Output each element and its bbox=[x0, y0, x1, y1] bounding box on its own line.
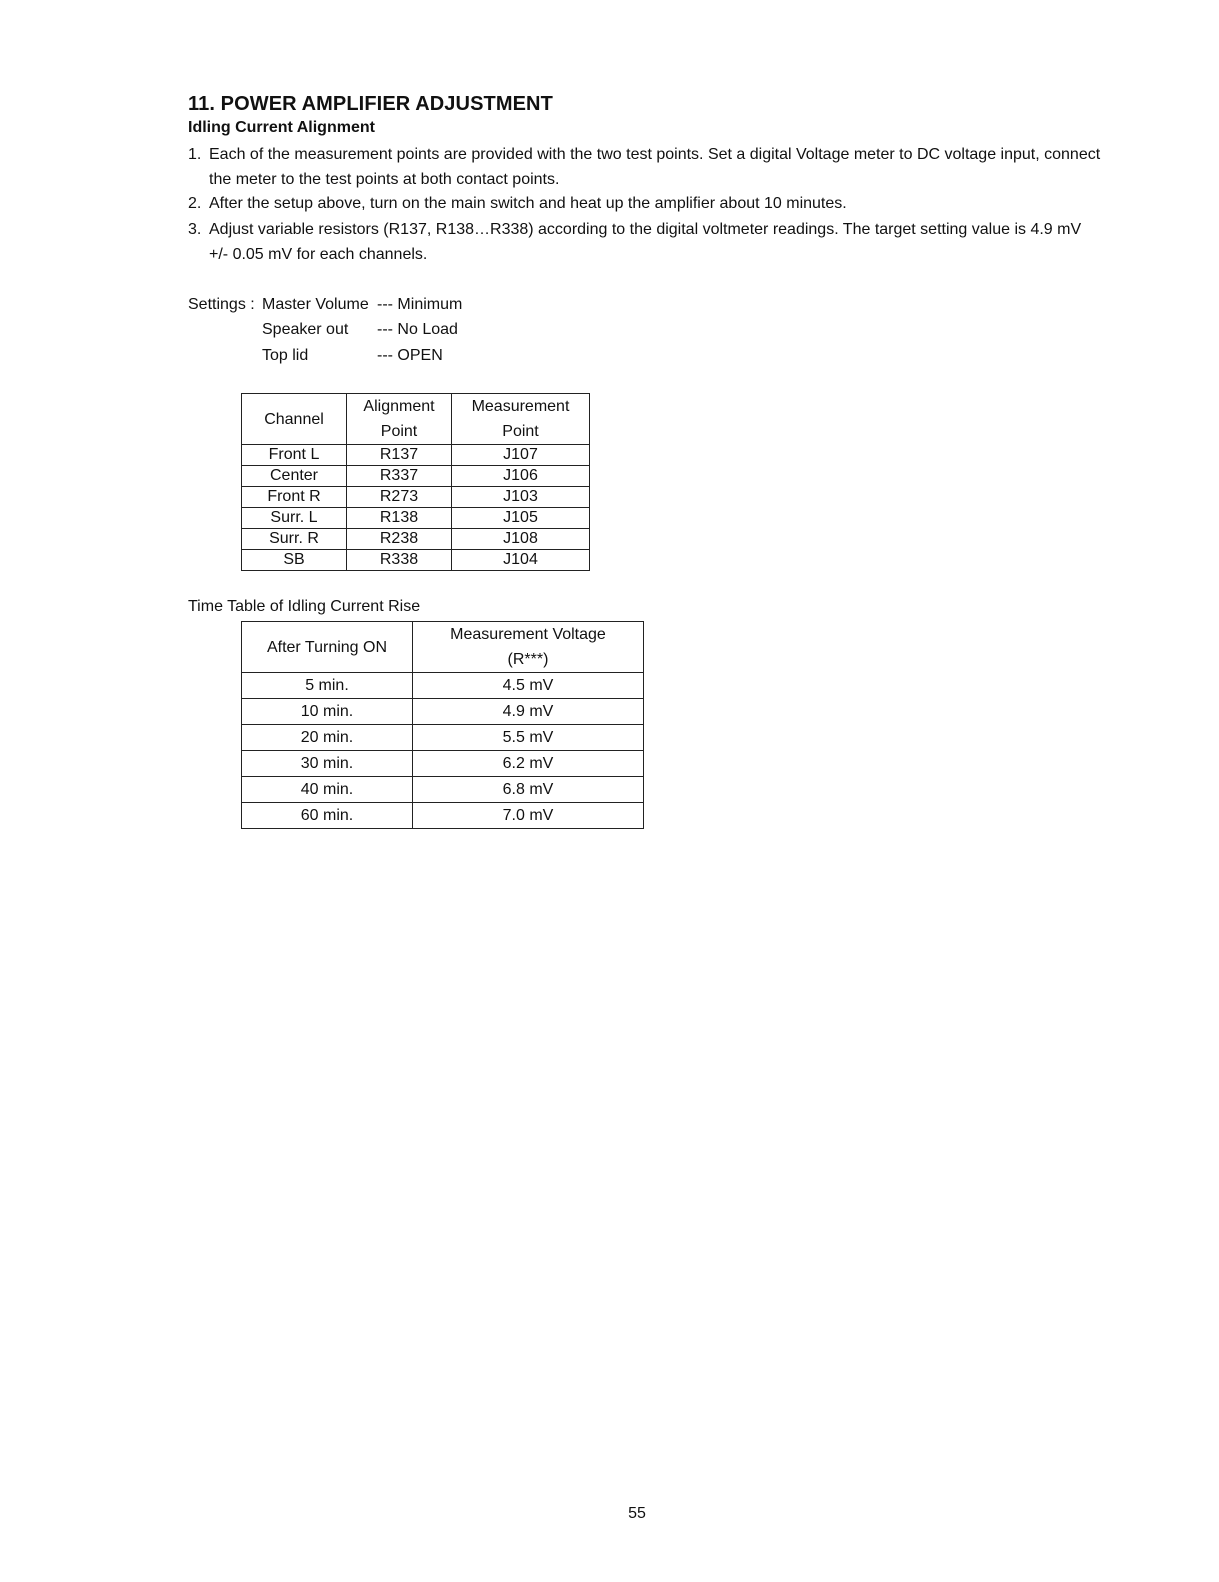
table-cell: J104 bbox=[452, 550, 590, 571]
table-row bbox=[242, 725, 644, 751]
step-item bbox=[188, 191, 1108, 216]
table-cell: R337 bbox=[347, 466, 452, 487]
header-cell: Channel bbox=[242, 394, 347, 445]
header-cell: Measurement Voltage (R***) bbox=[413, 622, 644, 673]
setting-name: Master Volume bbox=[262, 296, 369, 313]
table-cell: J108 bbox=[452, 529, 590, 550]
table-cell: R338 bbox=[347, 550, 452, 571]
step-text: Adjust variable resistors (R137, R138…R338) according to the digital voltmeter readings. The target setting value is 4.9 mV +/- 0.05 mV for each channels. bbox=[209, 221, 1082, 263]
table-cell: Front L bbox=[242, 445, 347, 466]
table-row bbox=[242, 508, 590, 529]
table-cell: 5.5 mV bbox=[413, 725, 644, 751]
table-cell: Surr. R bbox=[242, 529, 347, 550]
table-row bbox=[242, 673, 644, 699]
table-cell: Surr. L bbox=[242, 508, 347, 529]
table-cell: Front R bbox=[242, 487, 347, 508]
setting-name: Speaker out bbox=[262, 321, 349, 338]
table-row bbox=[242, 550, 590, 571]
header-cell: Alignment Point bbox=[347, 394, 452, 445]
step-number: 3. bbox=[188, 221, 202, 238]
table-cell: J106 bbox=[452, 466, 590, 487]
setting-value: --- OPEN bbox=[377, 347, 443, 364]
setting-name: Top lid bbox=[262, 347, 309, 364]
table-cell: 10 min. bbox=[242, 699, 413, 725]
table-row bbox=[242, 466, 590, 487]
table-row bbox=[242, 699, 644, 725]
table-row bbox=[242, 751, 644, 777]
table-header-row bbox=[242, 622, 644, 673]
setting-value: --- No Load bbox=[377, 321, 458, 338]
table-cell: 40 min. bbox=[242, 777, 413, 803]
step-number: 2. bbox=[188, 195, 202, 212]
alignment-table bbox=[241, 393, 590, 571]
table-cell: Center bbox=[242, 466, 347, 487]
step-item bbox=[188, 217, 1093, 267]
step-text: After the setup above, turn on the main switch and heat up the amplifier about 10 minutes. bbox=[209, 195, 847, 212]
table-cell: SB bbox=[242, 550, 347, 571]
table-header-row bbox=[242, 394, 590, 445]
page-number: 55 bbox=[628, 1505, 646, 1522]
table-cell: 5 min. bbox=[242, 673, 413, 699]
table-cell: 30 min. bbox=[242, 751, 413, 777]
subsection-heading: Idling Current Alignment bbox=[188, 119, 375, 136]
table-cell: J107 bbox=[452, 445, 590, 466]
header-cell: Measurement Point bbox=[452, 394, 590, 445]
table-cell: 4.5 mV bbox=[413, 673, 644, 699]
table-cell: 6.8 mV bbox=[413, 777, 644, 803]
settings-label: Settings : bbox=[188, 296, 255, 313]
table-cell: J103 bbox=[452, 487, 590, 508]
table-row bbox=[242, 529, 590, 550]
step-number: 1. bbox=[188, 146, 202, 163]
table-row bbox=[242, 445, 590, 466]
table-cell: R273 bbox=[347, 487, 452, 508]
table-row bbox=[242, 803, 644, 829]
time-table bbox=[241, 621, 644, 829]
table-cell: R138 bbox=[347, 508, 452, 529]
time-table-title: Time Table of Idling Current Rise bbox=[188, 598, 421, 615]
table-cell: 6.2 mV bbox=[413, 751, 644, 777]
step-item bbox=[188, 142, 1108, 192]
section-heading: 11. POWER AMPLIFIER ADJUSTMENT bbox=[188, 93, 553, 115]
table-cell: R238 bbox=[347, 529, 452, 550]
table-row bbox=[242, 777, 644, 803]
table-cell: 60 min. bbox=[242, 803, 413, 829]
table-cell: R137 bbox=[347, 445, 452, 466]
table-cell: J105 bbox=[452, 508, 590, 529]
table-row bbox=[242, 487, 590, 508]
header-cell: After Turning ON bbox=[242, 622, 413, 673]
step-text: Each of the measurement points are provided with the two test points. Set a digital Voltage meter to DC voltage input, connect the meter to the test points at both contact points. bbox=[209, 146, 1101, 188]
table-cell: 7.0 mV bbox=[413, 803, 644, 829]
table-cell: 4.9 mV bbox=[413, 699, 644, 725]
table-cell: 20 min. bbox=[242, 725, 413, 751]
setting-value: --- Minimum bbox=[377, 296, 463, 313]
